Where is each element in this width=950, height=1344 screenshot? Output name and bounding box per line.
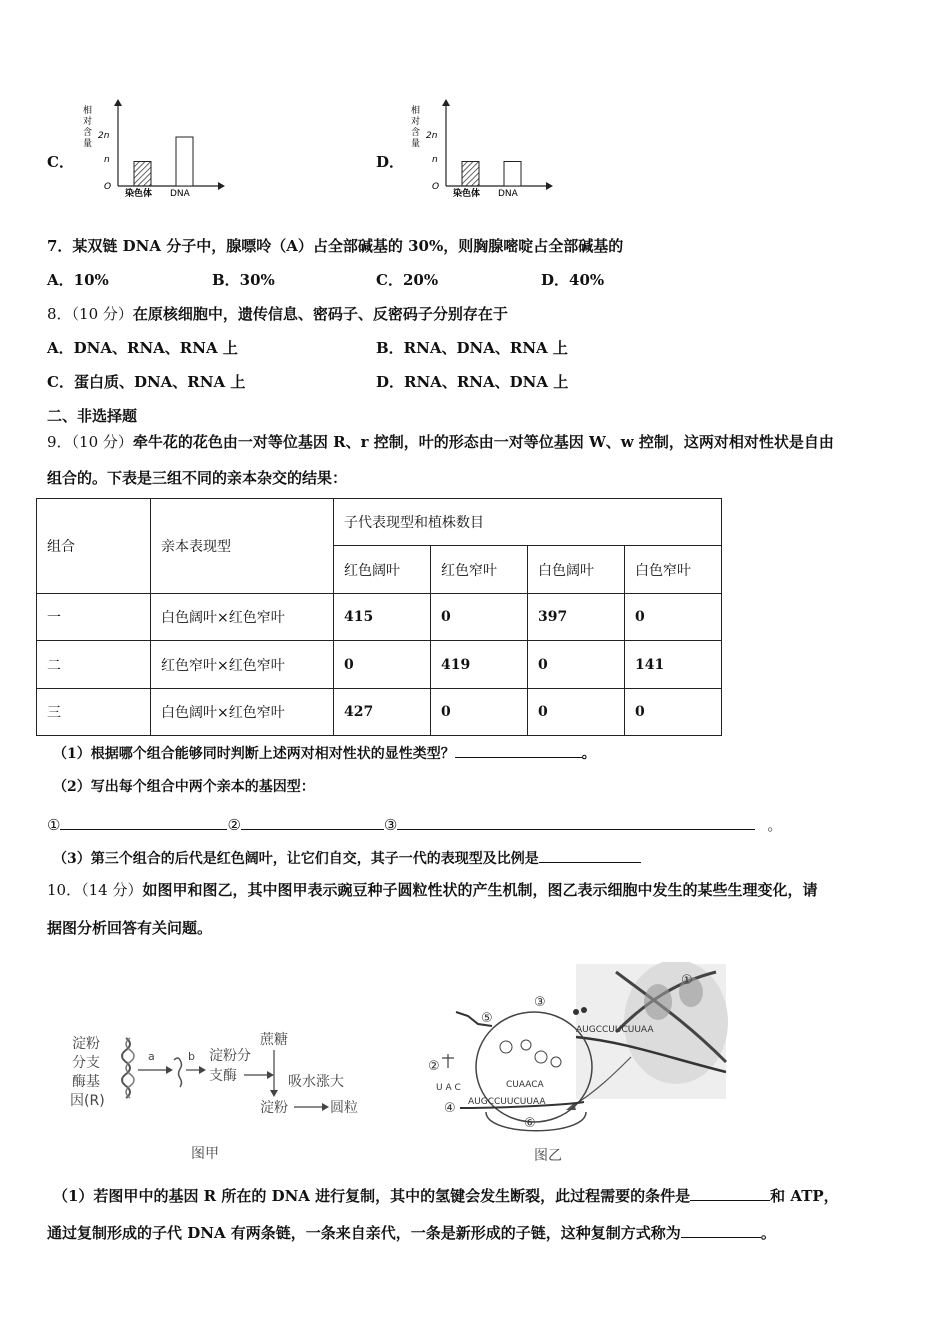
answer-blank-2[interactable] bbox=[241, 814, 384, 830]
fig1-gene-line2: 分支 bbox=[72, 1055, 100, 1071]
cell-value: 0 bbox=[528, 641, 625, 689]
q8-stem: 在原核细胞中，遗传信息、密码子、反密码子分别存在于 bbox=[132, 305, 508, 323]
fig2-num-2: ② bbox=[428, 1059, 440, 1074]
cell-value: 0 bbox=[431, 689, 528, 736]
q9-part2: （2）写出每个组合中两个亲本的基因型： bbox=[53, 779, 315, 795]
figure-jia bbox=[66, 1030, 406, 1170]
q10-part1-line1 bbox=[53, 1185, 839, 1206]
q10-number: 10． bbox=[47, 881, 82, 899]
c-tick-n: n bbox=[104, 155, 110, 165]
q9-part1-end: 。 bbox=[581, 746, 596, 762]
cross-results-table bbox=[36, 498, 722, 736]
q9-part3-text: （3）第三个组合的后代是红色阔叶，让它们自交，其子一代的表现型及比例是 bbox=[53, 851, 539, 867]
subheader-white-broad: 白色阔叶 bbox=[528, 546, 625, 594]
q7-option-a[interactable]: A．10% bbox=[47, 271, 109, 289]
bar-chromosome bbox=[462, 162, 479, 187]
fig2-seq-bottom: AUGCCUUCUUAA bbox=[468, 1097, 546, 1107]
q8-option-c[interactable]: C．蛋白质、DNA、RNA 上 bbox=[47, 373, 246, 391]
section-title: 二、非选择题 bbox=[47, 407, 138, 425]
fig2-seq-mid: CUAACA bbox=[506, 1080, 544, 1090]
subheader-white-narrow: 白色窄叶 bbox=[625, 546, 722, 594]
answer-blank-1[interactable] bbox=[60, 814, 227, 830]
fig2-num-4: ④ bbox=[444, 1101, 456, 1116]
q9-part2-end: 。 bbox=[767, 816, 783, 834]
cell-value: 0 bbox=[334, 641, 431, 689]
amino-acid-icon bbox=[573, 1009, 579, 1015]
subheader-red-broad: 红色阔叶 bbox=[334, 546, 431, 594]
mrna-icon bbox=[174, 1058, 182, 1087]
figure-yi bbox=[426, 962, 731, 1172]
q9-part1-text: （1）根据哪个组合能够同时判断上述两对相对性状的显性类型？ bbox=[53, 746, 455, 762]
fig1-gene-line3: 酶基 bbox=[72, 1074, 100, 1090]
d-x-arrow bbox=[546, 182, 553, 190]
circle-1: ① bbox=[47, 816, 61, 834]
q7-option-d[interactable]: D．40% bbox=[541, 271, 605, 289]
q7-stem: 7．某双链 DNA 分子中，腺嘌呤（A）占全部碱基的 30%，则胸腺嘧啶占全部碱基的 bbox=[47, 237, 624, 255]
q8-option-a[interactable]: A．DNA、RNA、RNA 上 bbox=[47, 339, 238, 357]
circle-2: ② bbox=[227, 816, 241, 834]
q10-score: （14 分） bbox=[81, 881, 143, 899]
option-c-chart bbox=[78, 98, 228, 200]
answer-blank[interactable] bbox=[681, 1222, 761, 1238]
d-xlabel-2: DNA bbox=[498, 189, 518, 199]
c-x-arrow bbox=[218, 182, 225, 190]
fig2-num-5: ⑤ bbox=[481, 1011, 493, 1026]
q8-option-b[interactable]: B．RNA、DNA、RNA 上 bbox=[376, 339, 568, 357]
fig1-gene-line1: 淀粉 bbox=[72, 1036, 100, 1052]
c-origin: O bbox=[104, 182, 112, 192]
subheader-red-narrow: 红色窄叶 bbox=[431, 546, 528, 594]
q9-score: （10 分） bbox=[71, 433, 133, 451]
q7-option-b[interactable]: B．30% bbox=[212, 271, 275, 289]
answer-blank[interactable] bbox=[455, 742, 582, 758]
cell-value: 427 bbox=[334, 689, 431, 736]
header-offspring: 子代表现型和植株数目 bbox=[334, 499, 722, 546]
c-ylabel-2: 对 bbox=[83, 117, 93, 127]
fig2-anticodon: U A C bbox=[436, 1083, 461, 1093]
fig1-starch: 淀粉 bbox=[260, 1100, 288, 1116]
c-y-arrow bbox=[114, 99, 122, 106]
c-ylabel-4: 量 bbox=[83, 139, 93, 149]
option-d-label: D． bbox=[376, 153, 405, 171]
row-parent: 白色阔叶×红色窄叶 bbox=[151, 594, 334, 641]
fig1-enzyme-line2: 支酶 bbox=[209, 1068, 237, 1084]
bar-dna bbox=[176, 137, 193, 186]
q10-stem-1: 如图甲和图乙，其中图甲表示豌豆种子圆粒性状的产生机制，图乙表示细胞中发生的某些生理变化，请 bbox=[142, 881, 818, 899]
q8-stem-line bbox=[47, 304, 508, 324]
cell-value: 141 bbox=[625, 641, 722, 689]
d-origin: O bbox=[432, 182, 440, 192]
arrow-right-icon bbox=[267, 1071, 274, 1079]
trna-icon bbox=[442, 1054, 454, 1068]
option-c-label: C． bbox=[47, 153, 74, 171]
d-y-arrow bbox=[442, 99, 450, 106]
fig2-num-1: ① bbox=[681, 973, 693, 988]
cell-value: 0 bbox=[528, 689, 625, 736]
d-ylabel-2: 对 bbox=[411, 117, 421, 127]
q7-option-c[interactable]: C．20% bbox=[376, 271, 439, 289]
fig1-label-a: a bbox=[148, 1050, 155, 1063]
d-tick-n: n bbox=[432, 155, 438, 165]
answer-blank[interactable] bbox=[690, 1185, 770, 1201]
d-ylabel-4: 量 bbox=[411, 139, 421, 149]
row-group: 三 bbox=[37, 689, 151, 736]
fig1-enzyme-line1: 淀粉分 bbox=[209, 1048, 251, 1064]
d-ylabel-1: 相 bbox=[411, 106, 421, 116]
d-xlabel-1: 染色体 bbox=[453, 189, 481, 199]
q9-stem-line-1 bbox=[47, 432, 834, 452]
fig2-seq-top: AUGCCUUCUUAA bbox=[576, 1025, 654, 1035]
row-group: 二 bbox=[37, 641, 151, 689]
fig1-sucrose: 蔗糖 bbox=[260, 1032, 288, 1048]
q9-part2-answers bbox=[47, 814, 782, 835]
row-parent: 白色阔叶×红色窄叶 bbox=[151, 689, 334, 736]
q9-stem-1: 牵牛花的花色由一对等位基因 R、r 控制，叶的形态由一对等位基因 W、w 控制，这两对相对性状是自由 bbox=[132, 433, 834, 451]
row-parent: 红色窄叶×红色窄叶 bbox=[151, 641, 334, 689]
d-ylabel-3: 含 bbox=[411, 128, 421, 138]
fig1-caption: 图甲 bbox=[191, 1146, 219, 1162]
arrow-b-icon bbox=[199, 1066, 206, 1074]
fig2-num-3: ③ bbox=[534, 995, 546, 1010]
cell-value: 0 bbox=[431, 594, 528, 641]
fig1-gene-line4: 因(R) bbox=[70, 1093, 105, 1109]
q10-stem-line-1 bbox=[47, 880, 817, 900]
q10-part1-text-d: 。 bbox=[760, 1224, 776, 1242]
q9-part3 bbox=[53, 847, 641, 869]
arrow-down-icon bbox=[270, 1090, 278, 1097]
answer-blank-3[interactable] bbox=[397, 814, 755, 830]
c-xlabel-2: DNA bbox=[170, 189, 190, 199]
table-row bbox=[37, 689, 722, 736]
header-parent: 亲本表现型 bbox=[151, 499, 334, 594]
q10-part1-line2 bbox=[47, 1222, 776, 1243]
cell-value: 0 bbox=[625, 689, 722, 736]
fig2-caption: 图乙 bbox=[534, 1148, 562, 1164]
fig1-round: 圆粒 bbox=[330, 1100, 358, 1116]
table-row bbox=[37, 594, 722, 641]
cell-value: 397 bbox=[528, 594, 625, 641]
q9-stem-2: 组合的。下表是三组不同的亲本杂交的结果： bbox=[47, 469, 348, 487]
c-tick-2n: 2n bbox=[98, 131, 110, 141]
cell-value: 0 bbox=[625, 594, 722, 641]
cell-value: 415 bbox=[334, 594, 431, 641]
circle-3: ③ bbox=[383, 816, 398, 834]
row-group: 一 bbox=[37, 594, 151, 641]
arrow-round-icon bbox=[322, 1103, 329, 1111]
arrow-a-icon bbox=[166, 1066, 173, 1074]
c-ylabel-1: 相 bbox=[83, 106, 93, 116]
q9-number: 9． bbox=[47, 433, 72, 451]
header-group: 组合 bbox=[37, 499, 151, 594]
bar-dna bbox=[504, 162, 521, 187]
q10-part1-text-c: 通过复制形成的子代 DNA 有两条链，一条来自亲代，一条是新形成的子链，这种复制方式称为 bbox=[47, 1224, 681, 1242]
fig2-num-6: ⑥ bbox=[524, 1116, 536, 1131]
bar-chromosome bbox=[134, 162, 151, 187]
q8-score: （10 分） bbox=[71, 305, 133, 323]
q10-stem-2: 据图分析回答有关问题。 bbox=[47, 919, 213, 937]
d-tick-2n: 2n bbox=[426, 131, 438, 141]
cell-value: 419 bbox=[431, 641, 528, 689]
option-d-chart bbox=[406, 98, 556, 200]
answer-blank[interactable] bbox=[539, 847, 641, 863]
q10-part1-text-a: （1）若图甲中的基因 R 所在的 DNA 进行复制，其中的氢键会发生断裂，此过程需要的条件是 bbox=[53, 1187, 691, 1205]
q10-part1-text-b: 和 ATP， bbox=[770, 1187, 839, 1205]
table-row bbox=[37, 641, 722, 689]
c-ylabel-3: 含 bbox=[83, 128, 93, 138]
c-xlabel-1: 染色体 bbox=[125, 189, 153, 199]
q8-option-d[interactable]: D．RNA、RNA、DNA 上 bbox=[376, 373, 569, 391]
q8-number: 8． bbox=[47, 305, 72, 323]
q9-part1 bbox=[53, 742, 596, 764]
fig1-label-b: b bbox=[188, 1050, 195, 1063]
fig1-water: 吸水涨大 bbox=[288, 1074, 344, 1090]
